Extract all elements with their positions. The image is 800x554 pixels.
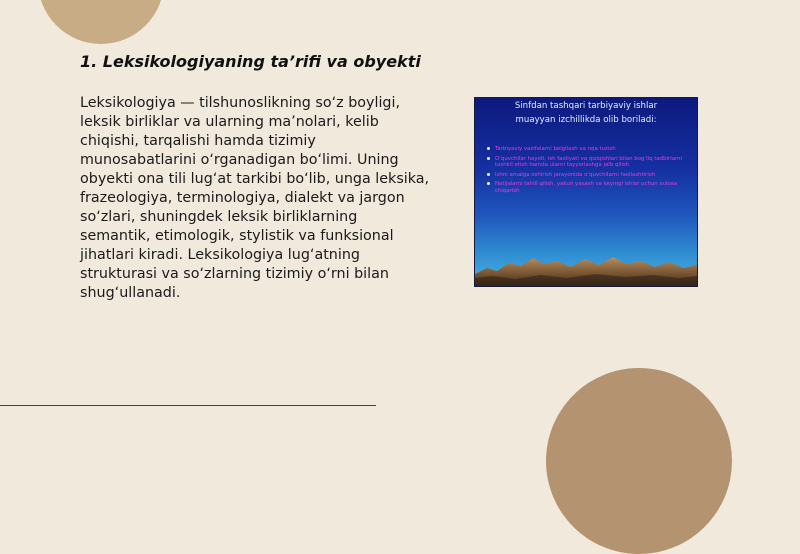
- embedded-slide-bullet-item: [489, 172, 689, 179]
- mountain-landscape-icon: [475, 252, 697, 286]
- body-paragraph: Leksikologiya — tilshunoslikning so‘z boyligi, leksik birliklar va ularning ma’nolari, kelib chiqishi, tarqalishi hamda tizimiy munosabatlarini o‘rganadigan bo‘limi. Uning obyekti ona tili lug‘at tarkibi bo‘lib, unga leksika, frazeologiya, terminologiya, dialekt va jargon so‘zlari, shuningdek leksik birliklarning semantik, etimologik, stylistik va funksional jihatlari kiradi. Leksikologiya lug‘atning strukturasi va so‘zlarning tizimiy o‘rni bilan shug‘ullanadi.: [80, 95, 430, 301]
- embedded-slide-image: [475, 98, 697, 286]
- bullet-dot-icon: [487, 157, 490, 160]
- decorative-circle-bottom: [546, 368, 732, 554]
- embedded-slide-heading: [475, 99, 697, 127]
- embedded-slide-heading-line2: muayyan izchillikda olib boriladi:: [515, 115, 657, 125]
- embedded-slide-bullet-text: Tarbiyaviy vazifalarni belgilash va reja tuzish: [495, 146, 616, 152]
- embedded-slide-bullet-text: Natijalarni tahlil qilish, yakun yasash va keyingi ishlar uchun xulosa chiqarish: [495, 181, 677, 194]
- bullet-dot-icon: [487, 182, 490, 185]
- bullet-dot-icon: [487, 173, 490, 176]
- embedded-slide-bullet-item: [489, 181, 689, 194]
- embedded-slide-bullet-item: [489, 146, 689, 153]
- embedded-slide-bullet-item: [489, 156, 689, 169]
- slide-title: 1. Leksikologiyaning ta’rifi va obyekti: [80, 52, 421, 71]
- embedded-slide-bullet-list: [489, 146, 689, 198]
- embedded-slide-bullet-text: O‘quvchilar hayoti, ish faoliyati va qiziqishlari bilan bog‘liq tadbirlarni tashkil etish hamda ularni tayyorlashga jalb qilish: [495, 155, 683, 169]
- embedded-slide-heading-line1: Sinfdan tashqari tarbiyaviy ishlar: [514, 101, 658, 111]
- decorative-circle-top: [38, 0, 164, 44]
- divider-line: [0, 405, 376, 406]
- bullet-dot-icon: [487, 147, 490, 150]
- embedded-slide-bullet-text: Ishni amalga oshirish jarayonida o‘quvchilarni faollashtirish: [495, 171, 656, 178]
